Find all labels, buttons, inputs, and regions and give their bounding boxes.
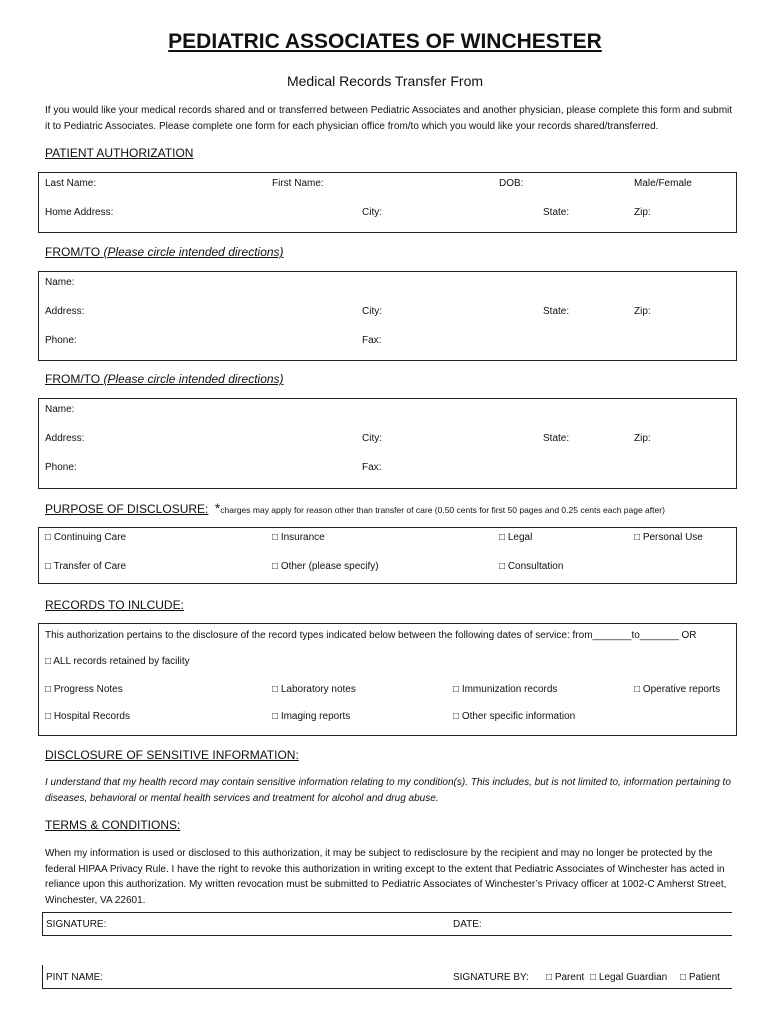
address-field[interactable]: Address: [45, 306, 85, 317]
city-field[interactable]: City: [362, 207, 382, 218]
home-address-field[interactable]: Home Address: [45, 207, 114, 218]
zip-field[interactable]: Zip: [634, 207, 651, 218]
checkbox-hospital-records[interactable]: □ Hospital Records [45, 711, 130, 722]
checkbox-continuing-care[interactable]: □ Continuing Care [45, 532, 127, 543]
fromto-heading-1 [45, 245, 284, 259]
signature-left-rule [42, 912, 43, 936]
city-field[interactable]: City: [362, 306, 382, 317]
records-box [38, 623, 737, 736]
checkbox-consultation[interactable]: □ Consultation [499, 561, 564, 572]
sensitive-text: I understand that my health record may contain sensitive information relating to my condition(s). This includes, but is not limited to, information pertaining to diseases, behavioral or mental health services and treatment for alcohol and drug abuse. [45, 777, 731, 804]
fax-field[interactable]: Fax: [362, 335, 382, 346]
asterisk: * [214, 500, 221, 516]
intro-text: If you would like your medical records shared and or transferred between Pediatric Associates and another physician, please complete this form and submit it to Pediatric Associates. Please complete one form for each physician office from/to which you would like your records shared/transferred. [45, 105, 733, 132]
date-field[interactable]: DATE: [453, 919, 482, 930]
checkbox-legal[interactable]: □ Legal [499, 532, 533, 543]
terms-heading: TERMS & CONDITIONS: [45, 818, 181, 832]
signature-by-label: SIGNATURE BY: [453, 972, 529, 983]
print-name-line [42, 988, 732, 989]
form-subtitle: Medical Records Transfer From [286, 73, 484, 89]
checkbox-parent[interactable]: □ Parent [546, 972, 585, 983]
checkbox-other[interactable]: □ Other (please specify) [272, 561, 379, 572]
checkbox-transfer-of-care[interactable]: □ Transfer of Care [45, 561, 127, 572]
purpose-heading: PURPOSE OF DISCLOSURE: [45, 502, 209, 516]
signature-field[interactable]: SIGNATURE: [46, 919, 107, 930]
sex-field[interactable]: Male/Female [634, 178, 692, 189]
fromto-box-1 [38, 271, 737, 361]
print-name-field[interactable]: PINT NAME: [46, 972, 104, 983]
checkbox-all-records[interactable]: □ ALL records retained by facility [45, 656, 190, 667]
fromto-note: (Please circle intended directions) [103, 245, 284, 259]
checkbox-laboratory-notes[interactable]: □ Laboratory notes [272, 684, 356, 695]
purpose-heading-row [45, 500, 665, 518]
first-name-field[interactable]: First Name: [272, 178, 324, 189]
last-name-field[interactable]: Last Name: [45, 178, 97, 189]
name-field[interactable]: Name: [45, 404, 75, 415]
state-field[interactable]: State: [543, 306, 570, 317]
purpose-box [38, 527, 737, 584]
dob-field[interactable]: DOB: [499, 178, 524, 189]
address-field[interactable]: Address: [45, 433, 85, 444]
checkbox-legal-guardian[interactable]: □ Legal Guardian [590, 972, 668, 983]
patient-authorization-box [38, 172, 737, 233]
phone-field[interactable]: Phone: [45, 335, 77, 346]
city-field[interactable]: City: [362, 433, 382, 444]
records-statement[interactable]: This authorization pertains to the disclosure of the record types indicated below between the following dates of service: from_______to_______ OR [45, 630, 697, 641]
sensitive-heading: DISCLOSURE OF SENSITIVE INFORMATION: [45, 748, 299, 762]
fromto-heading-2 [45, 372, 284, 386]
checkbox-insurance[interactable]: □ Insurance [272, 532, 325, 543]
state-field[interactable]: State: [543, 433, 570, 444]
terms-text: When my information is used or disclosed to this authorization, it may be subject to redisclosure by the recipient and may no longer be protected by the federal HIPAA Privacy Rule. I have the right to revoke this authorization in writing except to the extent that Pediatric Associates of Winchester has acted in reliance upon this authorization. My written revocation must be submitted to Pediatric Associates of Winchester’s Privacy officer at 1002-C Amherst Street, Winchester, VA 22601. [45, 848, 727, 906]
checkbox-operative-reports[interactable]: □ Operative reports [634, 684, 721, 695]
patient-authorization-heading: PATIENT AUTHORIZATION [45, 146, 194, 160]
checkbox-other-specific[interactable]: □ Other specific information [453, 711, 576, 722]
fax-field[interactable]: Fax: [362, 462, 382, 473]
checkbox-personal-use[interactable]: □ Personal Use [634, 532, 703, 543]
fromto-box-2 [38, 398, 737, 489]
fromto-label: FROM/TO [45, 245, 101, 259]
name-field[interactable]: Name: [45, 277, 75, 288]
charges-note: charges may apply for reason other than transfer of care (0.50 cents for first 50 pages and 0.25 cents each page after) [220, 505, 665, 515]
fromto-label: FROM/TO [45, 372, 101, 386]
state-field[interactable]: State: [543, 207, 570, 218]
signature-line [42, 935, 732, 936]
checkbox-imaging-reports[interactable]: □ Imaging reports [272, 711, 351, 722]
checkbox-progress-notes[interactable]: □ Progress Notes [45, 684, 123, 695]
fromto-note: (Please circle intended directions) [103, 372, 284, 386]
page-title: PEDIATRIC ASSOCIATES OF WINCHESTER [168, 30, 602, 53]
records-heading: RECORDS TO INLCUDE: [45, 598, 184, 612]
checkbox-immunization-records[interactable]: □ Immunization records [453, 684, 558, 695]
zip-field[interactable]: Zip: [634, 433, 651, 444]
signature-top-rule [42, 912, 732, 913]
checkbox-patient[interactable]: □ Patient [680, 972, 720, 983]
zip-field[interactable]: Zip: [634, 306, 651, 317]
phone-field[interactable]: Phone: [45, 462, 77, 473]
print-left-rule [42, 965, 43, 989]
